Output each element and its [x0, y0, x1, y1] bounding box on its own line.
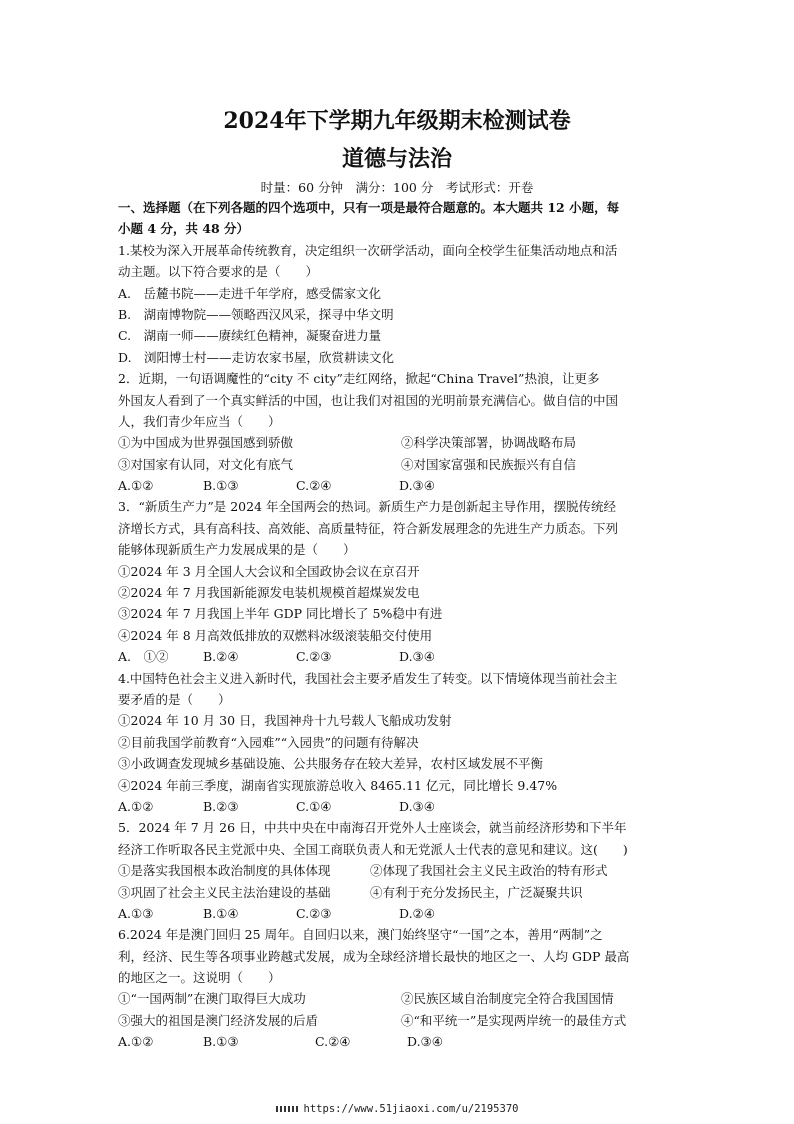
question-stem: 人，我们青少年应当（ ） — [118, 413, 281, 429]
exam-subject: 道德与法治 — [341, 146, 452, 172]
exam-title: 2024年下学期九年级期末检测试卷 — [223, 108, 571, 134]
statement-row — [118, 860, 684, 881]
option-b: B.①③ — [203, 1034, 239, 1050]
question-stem: 的地区之一。这说明（ ） — [118, 970, 281, 986]
option-c: C.②④ — [315, 1034, 351, 1050]
statement-2: ②2024 年 7 月我国新能源发电装机规模首超煤炭发电 — [118, 585, 420, 601]
statement-3: ③小政调查发现城乡基础设施、公共服务存在较大差异，农村区域发展不平衡 — [118, 756, 544, 772]
section-heading-cont: 小题 4 分，共 48 分） — [118, 221, 250, 237]
question-1 — [118, 240, 684, 368]
statement-3: ③对国家有认同，对文化有底气 — [118, 456, 294, 472]
question-stem: 3．“新质生产力”是 2024 年全国两会的热词。新质生产力是创新起主导作用，摆脱传统经 — [118, 499, 616, 515]
option-c: C. 湖南一师——赓续红色精神，凝聚奋进力量 — [118, 328, 382, 344]
footer-watermark — [0, 1103, 794, 1115]
option-a: A.①③ — [118, 905, 154, 921]
answer-options — [118, 475, 684, 496]
question-6 — [118, 924, 684, 1052]
section-heading: 一、选择题（在下列各题的四个选项中，只有一项是最符合题意的。本大题共 12 小题，每 — [118, 200, 620, 215]
statement-2: ②科学决策部署，协调战略布局 — [401, 435, 577, 451]
exam-meta: 时量：60 分钟 满分：100 分 考试形式：开卷 — [260, 180, 534, 195]
question-stem: 外国友人看到了一个真实鲜活的中国，也让我们对祖国的光明前景充满信心。做自信的中国 — [118, 392, 619, 408]
option-c: C.①④ — [296, 798, 332, 814]
question-stem: 动主题。以下符合要求的是（ ） — [118, 264, 319, 280]
statement-row — [118, 454, 684, 475]
question-stem: 能够体现新质生产力发展成果的是（ ） — [118, 542, 356, 558]
option-a: A. ①② — [118, 649, 169, 665]
option-c: C.②④ — [296, 478, 332, 494]
statement-4: ④2024 年 8 月高效低排放的双燃料冰级滚装船交付使用 — [118, 627, 433, 643]
question-5 — [118, 817, 684, 924]
answer-options — [118, 646, 684, 667]
option-c: C.②③ — [296, 905, 332, 921]
question-stem: 2．近期，一句语调魔性的“city 不 city”走红网络，掀起“China Travel”热浪，让更多 — [118, 371, 600, 387]
option-d: D.③④ — [399, 798, 435, 814]
option-a: A.①② — [118, 478, 154, 494]
question-4 — [118, 668, 684, 818]
question-stem: 经济工作听取各民主党派中央、全国工商联负责人和无党派人士代表的意见和建议。这( ) — [118, 841, 628, 857]
question-2 — [118, 368, 684, 496]
statement-4: ④对国家富强和民族振兴有自信 — [401, 456, 577, 472]
statement-1: ①2024 年 10 月 30 日，我国神舟十九号载人飞船成功发射 — [118, 713, 452, 729]
question-stem: 济增长方式，具有高科技、高效能、高质量特征，符合新发展理念的先进生产力质态。下列 — [118, 520, 619, 536]
option-d: D.③④ — [399, 649, 435, 665]
statement-4: ④2024 年前三季度，湖南省实现旅游总收入 8465.11 亿元，同比增长 9.47% — [118, 777, 558, 793]
option-a: A.①② — [118, 798, 154, 814]
statement-3: ③2024 年 7 月我国上半年 GDP 同比增长了 5%稳中有进 — [118, 606, 443, 622]
statement-row — [118, 1010, 684, 1031]
statement-2: ②民族区域自治制度完全符合我国国情 — [401, 991, 614, 1007]
statement-1: ①是落实我国根本政治制度的具体体现 — [118, 863, 331, 879]
statement-4: ④有利于充分发扬民主，广泛凝聚共识 — [370, 884, 583, 900]
option-b: B.①④ — [203, 905, 239, 921]
question-stem: 要矛盾的是（ ） — [118, 691, 231, 707]
watermark-logo-icon — [276, 1106, 298, 1112]
footer-url[interactable]: https://www.51jiaoxi.com/u/2195370 — [303, 1103, 519, 1115]
option-b: B. 湖南博物院——领略西汉风采，探寻中华文明 — [118, 306, 394, 322]
exam-content — [118, 197, 684, 1053]
statement-row — [118, 882, 684, 903]
question-stem: 利，经济、民生等各项事业跨越式发展，成为全球经济增长最快的地区之一、人均 GDP 最高 — [118, 948, 630, 964]
statement-1: ①为中国成为世界强国感到骄傲 — [118, 435, 294, 451]
option-d: D.③④ — [407, 1034, 443, 1050]
question-stem: 6.2024 年是澳门回归 25 周年。自回归以来，澳门始终坚守“一国”之本，善用“两制”之 — [118, 927, 603, 943]
question-stem: 4.中国特色社会主义进入新时代，我国社会主要矛盾发生了转变。以下情境体现当前社会主 — [118, 670, 618, 686]
option-d: D.②④ — [399, 905, 435, 921]
option-c: C.②③ — [296, 649, 332, 665]
statement-4: ④“和平统一”是实现两岸统一的最佳方式 — [401, 1012, 627, 1028]
option-b: B.①③ — [203, 478, 239, 494]
statement-1: ①“一国两制”在澳门取得巨大成功 — [118, 991, 306, 1007]
statement-row — [118, 988, 684, 1009]
statement-2: ②目前我国学前教育“入园难”“入园贵”的问题有待解决 — [118, 734, 419, 750]
option-a: A. 岳麓书院——走进千年学府，感受儒家文化 — [118, 285, 382, 301]
option-b: B.②④ — [203, 649, 239, 665]
option-b: B.②③ — [203, 798, 239, 814]
statement-3: ③强大的祖国是澳门经济发展的后盾 — [118, 1012, 319, 1028]
statement-3: ③巩固了社会主义民主法治建设的基础 — [118, 884, 331, 900]
answer-options — [118, 1031, 684, 1052]
option-d: D. 浏阳博士村——走访农家书屋，欣赏耕读文化 — [118, 349, 395, 365]
statement-2: ②体现了我国社会主义民主政治的特有形式 — [370, 863, 608, 879]
option-d: D.③④ — [399, 478, 435, 494]
question-3 — [118, 496, 684, 667]
answer-options — [118, 903, 684, 924]
question-stem: 1.某校为深入开展革命传统教育，决定组织一次研学活动，面向全校学生征集活动地点和活 — [118, 242, 618, 258]
option-a: A.①② — [118, 1034, 154, 1050]
question-stem: 5．2024 年 7 月 26 日，中共中央在中南海召开党外人士座谈会，就当前经济形势和下半年 — [118, 820, 627, 836]
statement-1: ①2024 年 3 月全国人大会议和全国政协会议在京召开 — [118, 563, 420, 579]
answer-options — [118, 796, 684, 817]
statement-row — [118, 432, 684, 453]
